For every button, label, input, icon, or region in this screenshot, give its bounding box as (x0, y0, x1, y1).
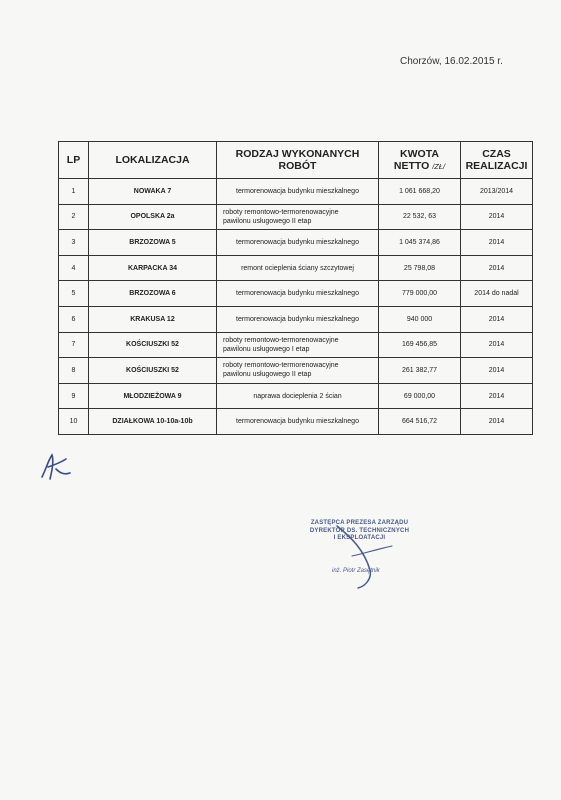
cell-time: 2014 (461, 204, 533, 230)
cell-lp: 10 (59, 409, 89, 435)
cell-time: 2014 (461, 306, 533, 332)
cell-location: MŁODZIEŻOWA 9 (89, 383, 217, 409)
header-amount-line2: NETTO (393, 159, 430, 172)
stamp-line2: DYREKTOR DS. TECHNICZNYCH (309, 527, 410, 534)
cell-lp: 2 (59, 204, 89, 230)
cell-location: BRZOZOWA 6 (89, 281, 217, 307)
header-location: LOKALIZACJA (89, 142, 217, 179)
cell-time: 2014 (461, 409, 533, 435)
cell-location: BRZOZOWA 5 (89, 230, 217, 256)
cell-work: termorenowacja budynku mieszkalnego (217, 281, 379, 307)
cell-work: termorenowacja budynku mieszkalnego (217, 230, 379, 256)
cell-lp: 4 (59, 255, 89, 281)
header-work-line2: ROBÓT (278, 160, 317, 172)
cell-lp: 8 (59, 358, 89, 384)
signature-scribble (292, 520, 437, 600)
cell-time: 2014 (461, 358, 533, 384)
cell-work: roboty remontowo-termorenowacyjne pawilonu usługowego I etap (217, 332, 379, 358)
place-date: Chorzów, 16.02.2015 r. (400, 56, 503, 67)
cell-work: roboty remontowo-termorenowacyjne pawilonu usługowego II etap (217, 358, 379, 384)
cell-lp: 5 (59, 281, 89, 307)
cell-time: 2013/2014 (461, 179, 533, 205)
cell-location: NOWAKA 7 (89, 179, 217, 205)
cell-amount: 1 061 668,20 (379, 179, 461, 205)
cell-lp: 6 (59, 306, 89, 332)
cell-location: OPOLSKA 2a (89, 204, 217, 230)
header-lp: LP (59, 142, 89, 179)
cell-amount: 25 798,08 (379, 255, 461, 281)
cell-location: KOŚCIUSZKI 52 (89, 358, 217, 384)
table-row (59, 306, 533, 332)
header-time (461, 142, 533, 179)
cell-work: termorenowacja budynku mieszkalnego (217, 306, 379, 332)
cell-time: 2014 (461, 332, 533, 358)
header-amount (379, 142, 461, 179)
cell-location: KARPACKA 34 (89, 255, 217, 281)
cell-work: termorenowacja budynku mieszkalnego (217, 179, 379, 205)
cell-lp: 1 (59, 179, 89, 205)
cell-location: KRAKUSA 12 (89, 306, 217, 332)
cell-work: remont ocieplenia ściany szczytowej (217, 255, 379, 281)
table-row (59, 332, 533, 358)
cell-work: naprawa docieplenia 2 ścian (217, 383, 379, 409)
cell-time: 2014 (461, 230, 533, 256)
cell-amount: 69 000,00 (379, 383, 461, 409)
table-row (59, 255, 533, 281)
cell-amount: 261 382,77 (379, 358, 461, 384)
header-time-line2: REALIZACJI (465, 160, 528, 172)
table-row (59, 230, 533, 256)
cell-amount: 664 516,72 (379, 409, 461, 435)
header-amount-unit: /ZŁ/ (432, 161, 446, 171)
cell-amount: 169 456,85 (379, 332, 461, 358)
stamp-signature: inż. Piotr Zasętnik (332, 568, 380, 574)
cell-amount: 940 000 (379, 306, 461, 332)
table-row (59, 383, 533, 409)
cell-location: DZIAŁKOWA 10-10a-10b (89, 409, 217, 435)
table-row (59, 409, 533, 435)
cell-amount: 779 000,00 (379, 281, 461, 307)
table-row (59, 179, 533, 205)
cell-time: 2014 do nadal (461, 281, 533, 307)
cell-work: roboty remontowo-termorenowacyjne pawilonu usługowego II etap (217, 204, 379, 230)
table-header-row (59, 142, 533, 179)
header-work-line1: RODZAJ WYKONANYCH (235, 148, 360, 160)
table-row (59, 358, 533, 384)
header-amount-line1: KWOTA (400, 147, 439, 160)
cell-location: KOŚCIUSZKI 52 (89, 332, 217, 358)
cell-time: 2014 (461, 255, 533, 281)
handwritten-paraph (38, 447, 74, 485)
cell-amount: 1 045 374,86 (379, 230, 461, 256)
cell-lp: 9 (59, 383, 89, 409)
cell-lp: 3 (59, 230, 89, 256)
table-row (59, 204, 533, 230)
header-work (217, 142, 379, 179)
table-row (59, 281, 533, 307)
cell-time: 2014 (461, 383, 533, 409)
official-stamp (292, 520, 437, 600)
stamp-line1: ZASTĘPCA PREZESA ZARZĄDU (310, 520, 409, 526)
cell-amount: 22 532, 63 (379, 204, 461, 230)
works-table (58, 141, 533, 435)
cell-work: termorenowacja budynku mieszkalnego (217, 409, 379, 435)
stamp-line3: I EKSPLOATACJI (333, 535, 386, 541)
header-time-line1: CZAS (482, 148, 511, 160)
cell-lp: 7 (59, 332, 89, 358)
